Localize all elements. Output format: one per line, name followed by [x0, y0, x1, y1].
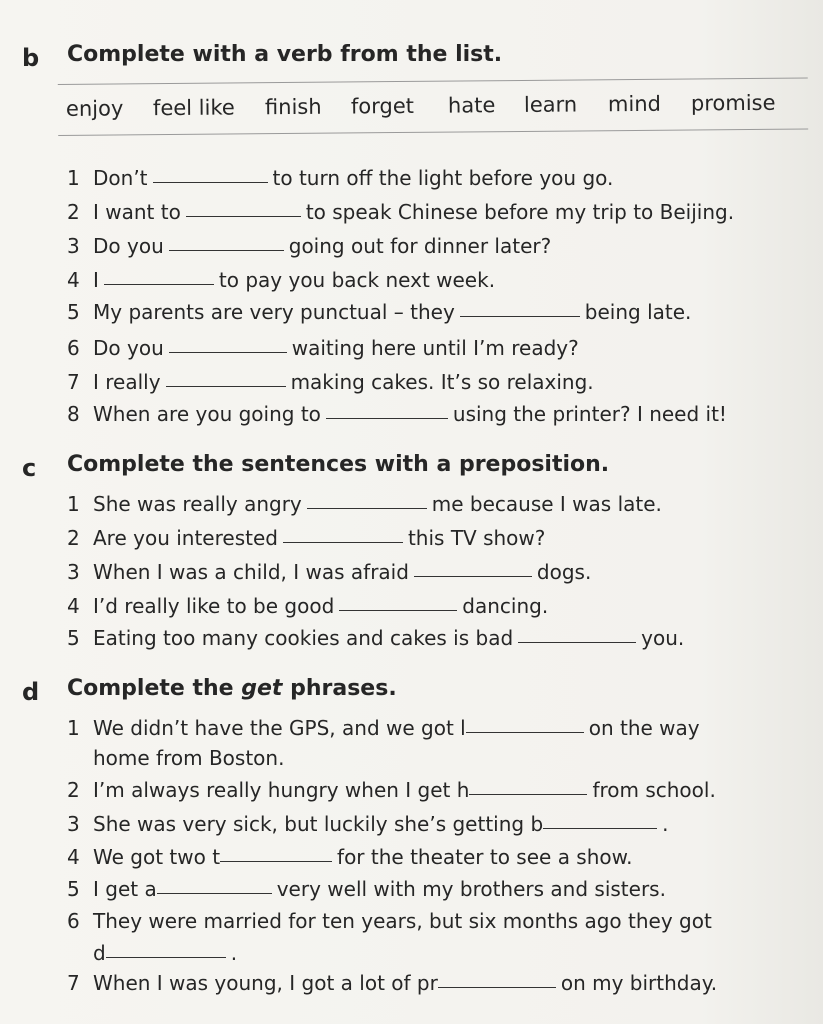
- d-item-6-continued: d .: [93, 941, 238, 965]
- answer-blank[interactable]: [469, 793, 587, 795]
- verb-word-list: [58, 77, 808, 136]
- word-learn: learn: [523, 92, 578, 117]
- word-finish: finish: [264, 94, 322, 120]
- section-d-letter: d: [22, 678, 40, 706]
- word-mind: mind: [607, 91, 662, 117]
- d-item-7: 7 When I was young, I got a lot of pr on my birthday.: [67, 971, 718, 995]
- section-b-letter: b: [22, 44, 40, 72]
- word-enjoy: enjoy: [65, 96, 124, 121]
- section-c-title: Complete the sentences with a preposition.: [67, 452, 610, 477]
- d-item-1-continued: home from Boston.: [93, 746, 285, 770]
- answer-blank[interactable]: [518, 641, 636, 643]
- word-hate: hate: [447, 93, 496, 118]
- d-item-6: 6 They were married for ten years, but six months ago they got: [67, 909, 712, 933]
- answer-blank[interactable]: [339, 609, 457, 611]
- section-b-title: Complete with a verb from the list.: [67, 42, 503, 67]
- b-item-3: 3 Do you going out for dinner later?: [67, 234, 552, 258]
- get-emphasis: get: [241, 676, 283, 701]
- d-item-3: 3 She was very sick, but luckily she’s getting b .: [67, 812, 669, 836]
- c-item-1: 1 She was really angry me because I was late.: [67, 492, 662, 516]
- word-promise: promise: [690, 90, 776, 116]
- answer-blank[interactable]: [283, 541, 403, 543]
- b-item-1: 1 Don’t to turn off the light before you go.: [67, 166, 614, 190]
- answer-blank[interactable]: [169, 351, 287, 353]
- c-item-5: 5 Eating too many cookies and cakes is bad you.: [67, 626, 685, 650]
- answer-blank[interactable]: [169, 249, 284, 251]
- answer-blank[interactable]: [157, 892, 272, 894]
- d-item-2: 2 I’m always really hungry when I get h from school.: [67, 778, 716, 802]
- answer-blank[interactable]: [307, 507, 427, 509]
- answer-blank[interactable]: [153, 181, 268, 183]
- c-item-3: 3 When I was a child, I was afraid dogs.: [67, 560, 592, 584]
- answer-blank[interactable]: [414, 575, 532, 577]
- answer-blank[interactable]: [106, 956, 226, 958]
- answer-blank[interactable]: [166, 385, 286, 387]
- b-item-8: 8 When are you going to using the printer? I need it!: [67, 402, 727, 426]
- section-c-letter: c: [22, 454, 37, 482]
- d-item-4: 4 We got two t for the theater to see a show.: [67, 845, 633, 869]
- word-forget: forget: [350, 93, 415, 119]
- b-item-4: 4 I to pay you back next week.: [67, 268, 496, 292]
- answer-blank[interactable]: [460, 315, 580, 317]
- d-item-5: 5 I get a very well with my brothers and sisters.: [67, 877, 666, 901]
- answer-blank[interactable]: [438, 986, 556, 988]
- b-item-6: 6 Do you waiting here until I’m ready?: [67, 336, 579, 360]
- answer-blank[interactable]: [326, 417, 448, 419]
- answer-blank[interactable]: [543, 827, 657, 829]
- b-item-7: 7 I really making cakes. It’s so relaxing.: [67, 370, 594, 394]
- answer-blank[interactable]: [186, 215, 301, 217]
- answer-blank[interactable]: [466, 731, 584, 733]
- section-d-title: Complete the get phrases.: [67, 676, 397, 701]
- d-item-1: 1 We didn’t have the GPS, and we got l on the way: [67, 716, 700, 740]
- answer-blank[interactable]: [220, 860, 332, 862]
- word-feel-like: feel like: [152, 95, 235, 121]
- c-item-2: 2 Are you interested this TV show?: [67, 526, 546, 550]
- b-item-5: 5 My parents are very punctual – they being late.: [67, 300, 692, 324]
- b-item-2: 2 I want to to speak Chinese before my trip to Beijing.: [67, 200, 735, 224]
- c-item-4: 4 I’d really like to be good dancing.: [67, 594, 549, 618]
- answer-blank[interactable]: [104, 283, 214, 285]
